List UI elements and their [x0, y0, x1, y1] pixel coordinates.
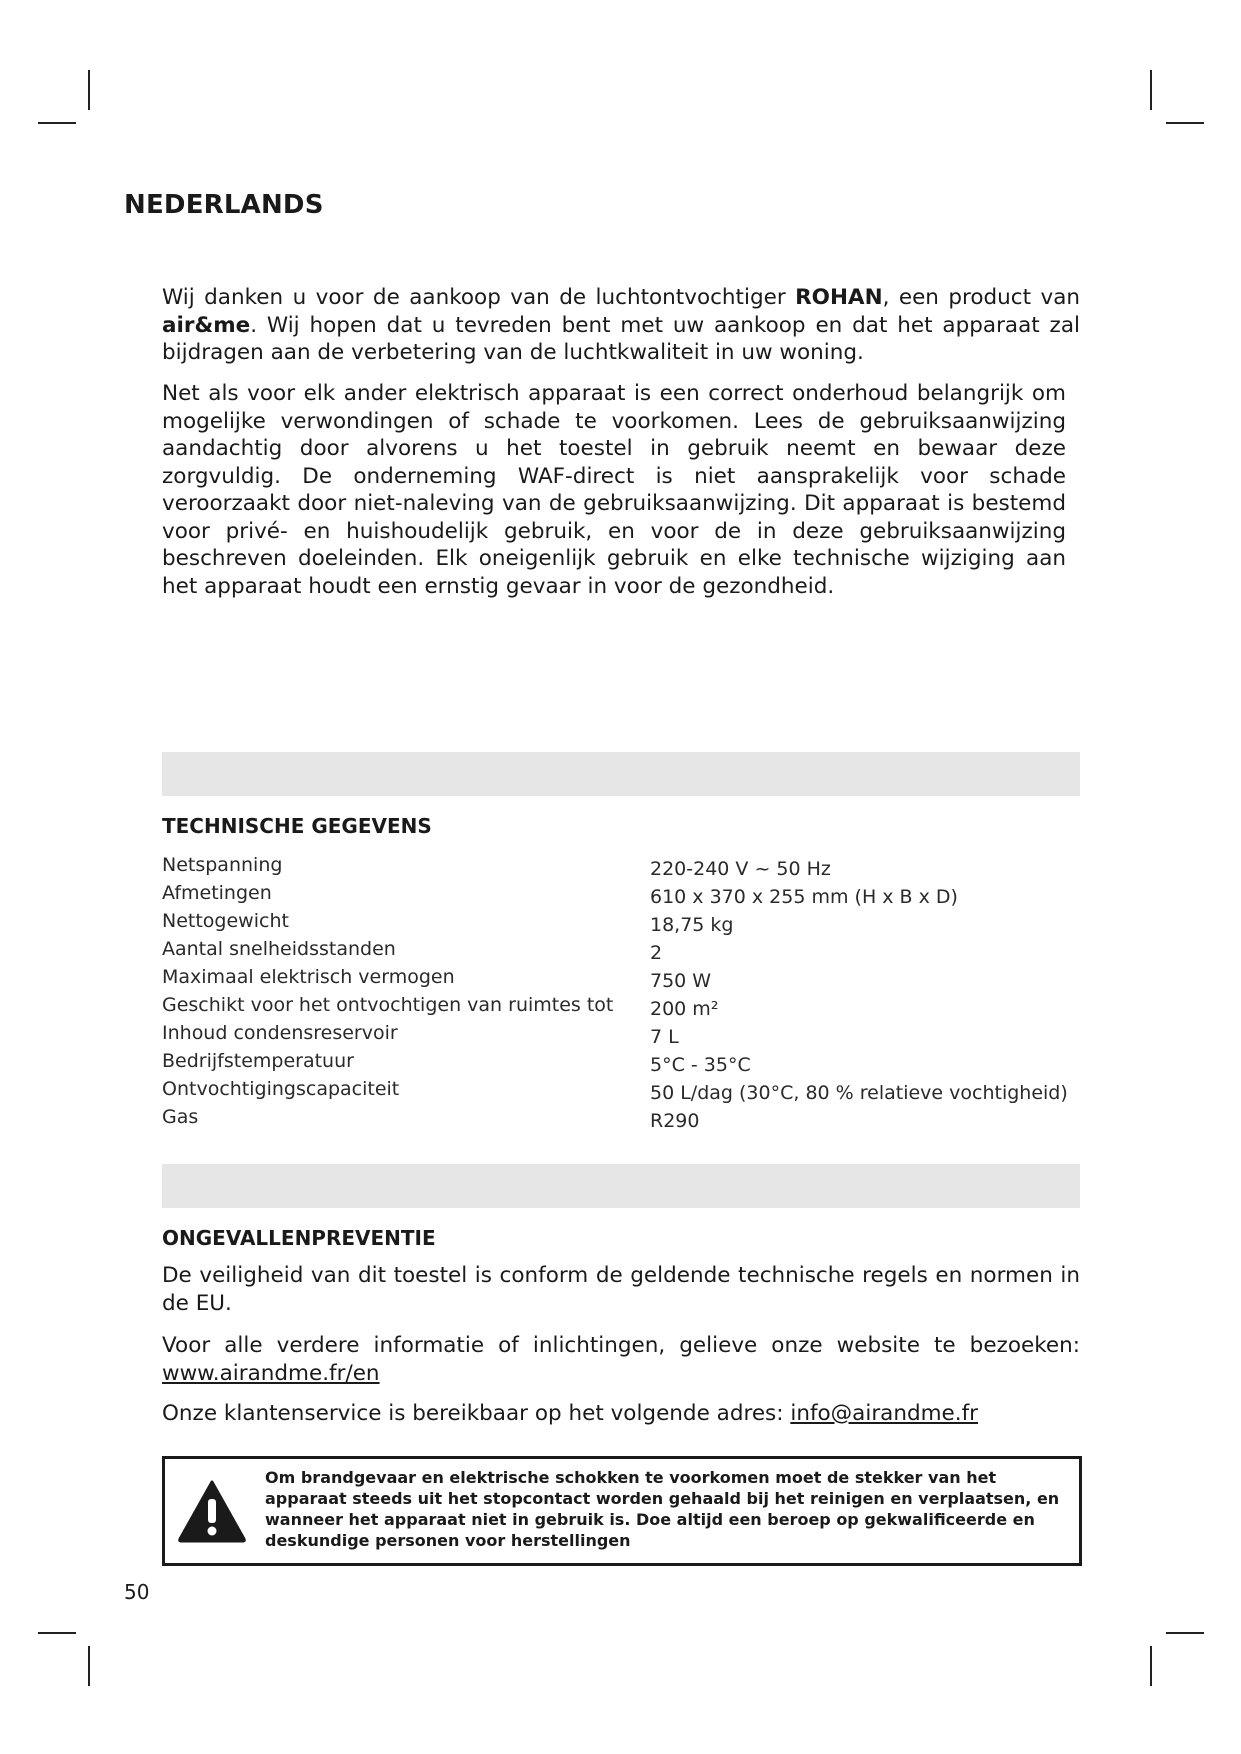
intro-text: , een product van: [882, 285, 1081, 310]
product-name: ROHAN: [795, 285, 883, 310]
spec-value: 2: [650, 942, 663, 964]
spec-value: 220-240 V ~ 50 Hz: [650, 858, 831, 880]
crop-mark-top-left-h: [38, 122, 76, 124]
crop-mark-top-right-h: [1166, 122, 1204, 124]
spec-label: Gas: [162, 1106, 199, 1128]
prevention-paragraph-3: [162, 1400, 1080, 1428]
crop-mark-bottom-right-v: [1150, 1646, 1152, 1686]
spec-label: Maximaal elektrisch vermogen: [162, 966, 455, 988]
spec-row: [162, 882, 1082, 910]
spec-value: 610 x 370 x 255 mm (H x B x D): [650, 886, 958, 908]
warning-text: Om brandgevaar en elektrische schokken te voorkomen moet de stekker van het apparaat steeds uit het stopcontact worden gehaald bij het reinigen en verplaatsen, en wanneer het apparaat niet in gebruik is. Doe altijd een beroep op gekwalificeerde en deskundige personen voor herstellingen: [265, 1468, 1060, 1550]
warning-box: [162, 1456, 1082, 1566]
specs-table: [162, 854, 1082, 1134]
spec-value: 18,75 kg: [650, 914, 734, 936]
spec-row: [162, 1050, 1082, 1078]
page-number: 50: [124, 1580, 150, 1604]
specs-title: TECHNISCHE GEGEVENS: [162, 814, 432, 838]
spec-row: [162, 910, 1082, 938]
crop-mark-top-right-v: [1150, 70, 1152, 110]
spec-value: 200 m²: [650, 998, 719, 1020]
intro-paragraph-2: Net als voor elk ander elektrisch apparaat is een correct onderhoud belangrijk om mogelijke verwondingen of schade te voorkomen. Lees de gebruiksaanwijzing aandachtig door alvorens u het toestel in gebruik neemt en bewaar deze zorgvuldig. De onderneming WAF-direct is niet aansprakelijk voor schade veroorzaakt door niet-naleving van de gebruiksaanwijzing. Dit apparaat is bestemd voor privé- en huishoudelijk gebruik, en voor de in deze gebruiksaanwijzing beschreven doeleinden. Elk oneigenlijk gebruik en elke technische wijziging aan het apparaat houdt een ernstig gevaar in voor de gezondheid.: [162, 381, 1066, 599]
spec-value: 50 L/dag (30°C, 80 % relatieve vochtigheid): [650, 1082, 1068, 1104]
crop-mark-bottom-right-h: [1166, 1632, 1204, 1634]
spec-label: Ontvochtigingscapaciteit: [162, 1078, 400, 1100]
spec-value: R290: [650, 1110, 700, 1132]
website-link[interactable]: www.airandme.fr/en: [162, 1360, 380, 1386]
spec-label: Netspanning: [162, 854, 283, 876]
warning-triangle-icon: [177, 1479, 247, 1543]
crop-mark-top-left-v: [88, 70, 90, 110]
spec-row: [162, 854, 1082, 882]
spec-label: Nettogewicht: [162, 910, 289, 932]
section-band: [162, 1164, 1080, 1208]
intro-text: Wij danken u voor de aankoop van de luchtontvochtiger: [162, 285, 796, 310]
spec-label: Aantal snelheidsstanden: [162, 938, 396, 960]
spec-value: 5°C - 35°C: [650, 1054, 751, 1076]
spec-label: Bedrijfstemperatuur: [162, 1050, 354, 1072]
spec-value: 750 W: [650, 970, 712, 992]
spec-label: Geschikt voor het ontvochtigen van ruimtes tot: [162, 994, 614, 1016]
spec-row: [162, 994, 1082, 1022]
crop-mark-bottom-left-v: [88, 1646, 90, 1686]
spec-label: Inhoud condensreservoir: [162, 1022, 398, 1044]
service-text: Onze klantenservice is bereikbaar op het volgende adres:: [162, 1401, 791, 1426]
section-band: [162, 752, 1080, 796]
intro-text: . Wij hopen dat u tevreden bent met uw aankoop en dat het apparaat zal bijdragen aan de verbetering van de luchtkwaliteit in uw woning.: [162, 312, 1080, 365]
crop-mark-bottom-left-h: [38, 1632, 76, 1634]
prevention-paragraph-2: [162, 1332, 1080, 1387]
spec-row: [162, 1022, 1082, 1050]
website-text: Voor alle verdere informatie of inlichtingen, gelieve onze website te bezoeken:: [162, 1333, 1080, 1358]
spec-row: [162, 1078, 1082, 1106]
spec-row: [162, 966, 1082, 994]
spec-label: Afmetingen: [162, 882, 272, 904]
brand-name: air&me: [162, 312, 251, 338]
spec-row: [162, 1106, 1082, 1134]
prevention-title: ONGEVALLENPREVENTIE: [162, 1226, 436, 1250]
prevention-paragraph-1: De veiligheid van dit toestel is conform de geldende technische regels en normen in de EU.: [162, 1263, 1080, 1316]
spec-row: [162, 938, 1082, 966]
intro-paragraph-1: [162, 284, 1080, 367]
spec-value: 7 L: [650, 1026, 679, 1048]
page-title: NEDERLANDS: [124, 190, 324, 220]
email-link[interactable]: info@airandme.fr: [790, 1401, 979, 1426]
